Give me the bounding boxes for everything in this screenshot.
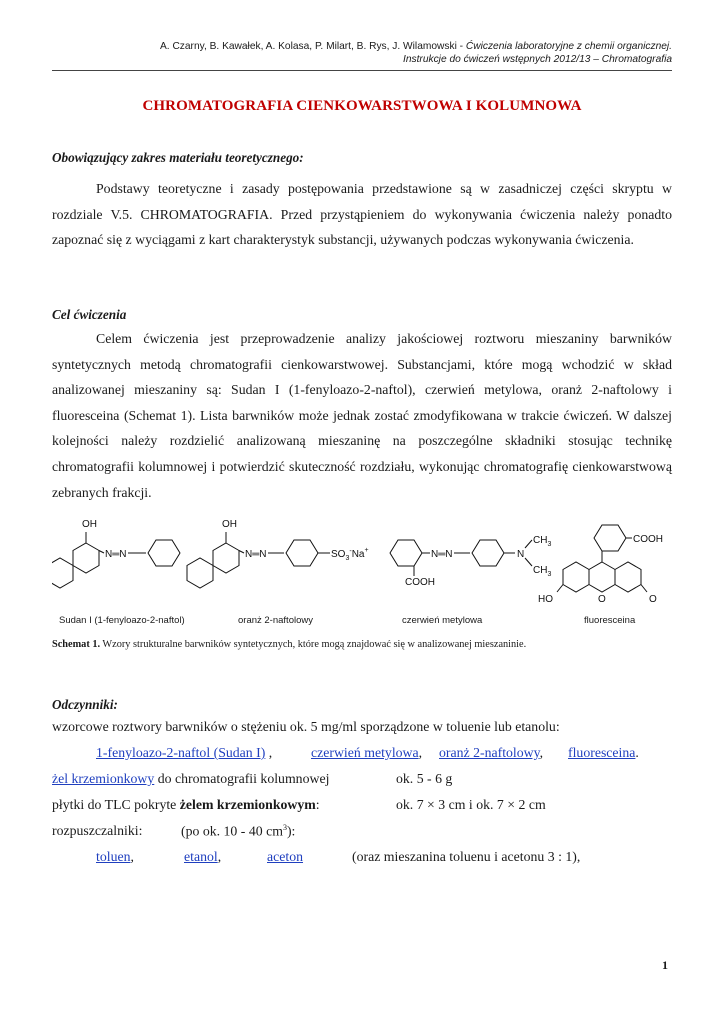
orange-ii-structure <box>187 519 369 588</box>
header-divider <box>52 70 672 71</box>
fluorescein-ring-o-label: O <box>598 594 606 605</box>
methyl-red-azo-label: N═N <box>431 549 453 560</box>
link-acetone[interactable]: aceton <box>267 849 304 864</box>
solvents-label: rozpuszczalniki: <box>52 823 143 838</box>
dye-standards-line: 1-fenyloazo-2-naftol (Sudan I) , <box>96 745 273 760</box>
running-header <box>52 40 672 66</box>
solvents-amount: (po ok. 10 - 40 $cm^3$): <box>181 823 296 839</box>
header-line-1: A. Czarny, B. Kawałek, A. Kolasa, P. Milart, B. Rys, J. Wilamowski - Ćwiczenia laboratoryjne z chemii organicznej. <box>159 41 672 52</box>
link-orange-ii[interactable]: oranż 2-naftolowy <box>439 745 540 760</box>
label-orange-ii: oranż 2-naftolowy <box>238 615 313 626</box>
link-silica-gel[interactable]: żel krzemionkowy <box>52 771 155 786</box>
solvent-toluene-wrap: toluen, <box>96 849 134 864</box>
label-fluorescein: fluoresceina <box>584 615 636 626</box>
link-sudan-i[interactable]: 1-fenyloazo-2-naftol (Sudan I) <box>96 745 266 760</box>
dye-orange-wrap: oranż 2-naftolowy, <box>439 745 544 760</box>
methyl-red-cooh-label: COOH <box>405 577 435 588</box>
methyl-red-n-label: N <box>517 549 525 560</box>
label-sudan-i: Sudan I (1-fenyloazo-2-naftol) <box>59 615 185 626</box>
section-heading-reagents: Odczynniki: <box>52 697 118 712</box>
solvent-mixture-note: (oraz mieszanina toluenu i acetonu 3 : 1), <box>352 849 581 864</box>
link-toluene[interactable]: toluen <box>96 849 131 864</box>
header-course-title: Ćwiczenia laboratoryjne z chemii organicznej. <box>465 41 672 52</box>
methyl-red-ch3-top: $CH_3$ <box>533 535 552 548</box>
methyl-red-structure <box>390 535 551 588</box>
fluorescein-keto-o-label: O <box>649 594 657 605</box>
methyl-red-ch3-bottom: $CH_3$ <box>533 565 552 578</box>
section-heading-theory: Obowiązujący zakres materiału teoretycznego: <box>52 150 304 165</box>
silica-amount: ok. 5 - 6 g <box>396 771 453 786</box>
fluorescein-cooh-label: COOH <box>633 534 663 545</box>
orange-oh-label: OH <box>222 519 237 530</box>
silica-line: żel krzemionkowy do chromatografii kolumnowej <box>52 771 330 786</box>
orange-sulfonate-label: $SO_3^-Na^+$ <box>331 547 369 562</box>
section-heading-goal: Cel ćwiczenia <box>52 307 127 322</box>
section-text-theory: Podstawy teoretyczne i zasady postępowania przedstawione są w zasadniczej części skryptu w rozdziale V.5. CHROMATOGRAFIA. Przed przystąpieniem do wykonywania ćwiczenia należy ponadto zapoznać się z wyciągami z kart charakterystyk substancji, używanych podczas wykonywania ćwiczenia. <box>52 181 672 248</box>
link-ethanol[interactable]: etanol <box>184 849 218 864</box>
page-title: CHROMATOGRAFIA CIENKOWARSTWOWA I KOLUMNOWA <box>142 98 582 114</box>
solvent-ethanol-wrap: etanol, <box>184 849 222 864</box>
header-line-2: Instrukcje do ćwiczeń wstępnych 2012/13 – Chromatografia <box>403 54 672 65</box>
fluorescein-structure <box>538 525 663 605</box>
orange-azo-label: N═N <box>245 549 267 560</box>
label-methyl-red: czerwień metylowa <box>402 615 483 626</box>
tlc-plates-line: płytki do TLC pokryte żelem krzemionkowym: <box>52 797 320 812</box>
scheme-structures <box>52 512 672 624</box>
tlc-plates-size: ok. 7 × 3 cm i ok. 7 × 2 cm <box>396 797 546 812</box>
sudan-oh-label: OH <box>82 519 97 530</box>
sudan-azo-label: N═N <box>105 549 127 560</box>
fluorescein-ho-label: HO <box>538 594 553 605</box>
link-fluorescein[interactable]: fluoresceina <box>568 745 636 760</box>
link-methyl-red[interactable]: czerwień metylowa <box>311 745 419 760</box>
sudan-i-structure <box>52 519 180 588</box>
page-number: 1 <box>662 958 668 972</box>
dye-fluorescein-wrap: fluoresceina. <box>568 745 639 760</box>
dye-methyl-red-wrap: czerwień metylowa, <box>311 745 423 760</box>
solvent-acetone-wrap <box>267 849 303 865</box>
section-text-goal: Celem ćwiczenia jest przeprowadzenie analizy jakościowej roztworu mieszaniny barwników syntetycznych metodą chromatografii cienkowarstwowej. Substancjami, które mogą wchodzić w skład analizowanej mieszaniny są: Sudan I (1-fenyloazo-2-naftol), czerwień metylowa, oranż 2-naftolowy i fluoresceina (Schemat 1). Lista barwników może jednak zostać zmodyfikowana w trakcie ćwiczeń. W dalszej kolejności należy rozdzielić analizowaną mieszaninę na poszczególne składniki stosując technikę chromatografii kolumnowej i potwierdzić skuteczność rozdziału, wykonując chromatografię cienkowarstwową zebranych frakcji. <box>52 331 672 500</box>
reagents-intro: wzorcowe roztwory barwników o stężeniu ok. 5 mg/ml sporządzone w toluenie lub etanolu: <box>52 719 560 734</box>
scheme-caption: Schemat 1. Wzory strukturalne barwników syntetycznych, które mogą znajdować się w analizowanej mieszaninie. <box>52 639 527 650</box>
